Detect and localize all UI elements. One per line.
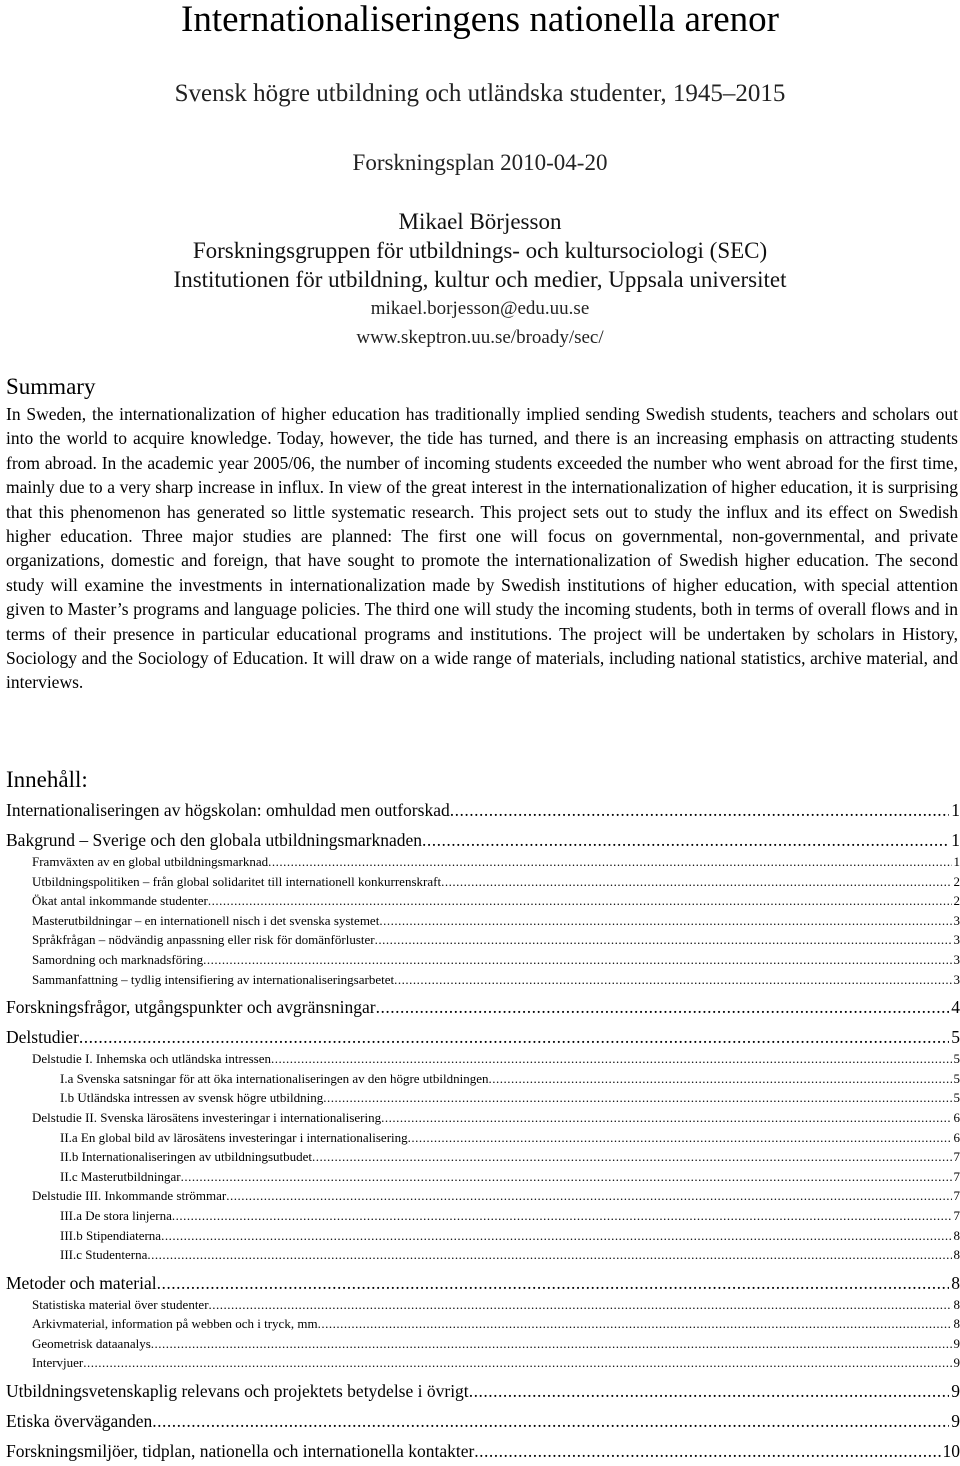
toc-entry[interactable]	[6, 854, 960, 874]
department: Institutionen för utbildning, kultur och medier, Uppsala universitet	[173, 267, 787, 292]
toc-entry-page: 10	[942, 1441, 960, 1462]
toc-entry-page: 3	[953, 951, 960, 967]
toc-entry[interactable]	[6, 952, 960, 972]
toc-dot-leader	[79, 1027, 949, 1048]
summary-heading: Summary	[6, 374, 96, 399]
toc-entry-label: Delstudie I. Inhemska och utländska intressen	[32, 1051, 271, 1067]
toc-entry-page: 5	[953, 1090, 960, 1106]
toc-dot-leader	[318, 1316, 952, 1332]
toc-heading: Innehåll:	[6, 767, 88, 792]
toc-entry-page: 8	[953, 1227, 960, 1243]
toc-entry[interactable]	[6, 874, 960, 894]
toc-entry-page: 8	[953, 1296, 960, 1312]
toc-entry-label: Ökat antal inkommande studenter	[32, 893, 208, 909]
toc-entry-label: II.b Internationaliseringen av utbildningsutbudet	[60, 1149, 312, 1165]
toc-entry[interactable]	[6, 1110, 960, 1130]
toc-entry[interactable]	[6, 1090, 960, 1110]
toc-dot-leader	[208, 893, 952, 909]
toc-dot-leader	[450, 800, 950, 821]
summary-text: In Sweden, the internationalization of higher education has traditionally implied sending Swedish students, teachers and scholars out into the world to acquire knowledge. Today, however, the tide has turned, and there is an increasing emphasis on attracting students from abroad. In the academic year 2005/06, the number of incoming students exceeded the number who went abroad for the first time, mainly due to a very sharp increase in influx. In view of the great interest in the internationalization of higher education, it is surprising that this phenomenon has generated so little systematic research. This project sets out to study the influx and its effect on Swedish higher education. Three major studies are planned: The first one will focus on governmental, non-governmental, and private organizations, domestic and foreign, that have sought to promote the internationalization of Swedish higher education. The second study will examine the investments in internationalization made by Swedish institutions of higher education, with special attention given to Master’s programs and language policies. The third one will study the incoming students, both in terms of overall flows and in terms of their presence in particular educational programs and institutions. The project will be undertaken by scholars in History, Sociology and the Sociology of Education. It will draw on a wide range of materials, including national statistics, archive material, and interviews.	[6, 404, 958, 693]
toc-dot-leader	[474, 1441, 940, 1462]
toc-entry-page: 4	[951, 997, 960, 1018]
toc-entry-label: II.a En global bild av lärosätens investeringar i internationalisering	[60, 1129, 408, 1145]
document-title: Internationaliseringens nationella arenor	[181, 0, 779, 40]
toc-entry-page: 8	[953, 1316, 960, 1332]
toc-entry-label: Utbildningspolitiken – från global solidaritet till internationell konkurrenskraft	[32, 873, 442, 889]
toc-dot-leader	[312, 1149, 952, 1165]
toc-entry[interactable]	[6, 1071, 960, 1091]
toc-entry[interactable]	[6, 1208, 960, 1228]
toc-entry-label: Utbildningsvetenskaplig relevans och projektets betydelse i övrigt	[6, 1381, 469, 1402]
toc-entry-page: 7	[953, 1188, 960, 1204]
toc-dot-leader	[203, 952, 951, 968]
toc-entry-label: Forskningsmiljöer, tidplan, nationella och internationella kontakter	[6, 1441, 475, 1462]
toc-entry-label: Språkfrågan – nödvändig anpassning eller risk för domänförluster	[32, 932, 375, 948]
toc-entry-label: Internationaliseringen av högskolan: omhuldad men outforskad	[6, 800, 450, 820]
toc-dot-leader	[181, 1169, 952, 1185]
toc-entry-label: Etiska överväganden	[6, 1411, 153, 1432]
toc-entry-label: Sammanfattning – tydlig intensifiering av internationaliseringsarbetet	[32, 971, 395, 987]
toc-entry-label: Delstudie III. Inkommande strömmar	[32, 1188, 227, 1204]
document-subtitle: Svensk högre utbildning och utländska studenter, 1945–2015	[174, 80, 786, 107]
toc-entry[interactable]	[6, 1411, 960, 1435]
toc-entry-page: 5	[953, 1070, 960, 1086]
toc-entry-page: 3	[953, 932, 960, 948]
toc-dot-leader	[161, 1228, 951, 1244]
toc-dot-leader	[375, 932, 952, 948]
toc-entry-label: Intervjuer	[32, 1355, 84, 1371]
toc-entry[interactable]	[6, 830, 960, 854]
toc-dot-leader	[157, 1273, 950, 1294]
toc-entry-page: 3	[953, 971, 960, 987]
author-block	[0, 208, 960, 353]
toc-entry-label: III.b Stipendiaterna	[60, 1227, 162, 1243]
toc-dot-leader	[408, 1130, 952, 1146]
toc-entry-page: 1	[951, 800, 960, 820]
toc-entry[interactable]	[6, 1381, 960, 1405]
toc-entry-page: 9	[951, 1381, 960, 1402]
table-of-contents	[6, 800, 960, 1465]
toc-entry-label: Bakgrund – Sverige och den globala utbildningsmarknaden	[6, 830, 423, 850]
toc-dot-leader	[441, 874, 951, 890]
toc-entry[interactable]	[6, 1169, 960, 1189]
author-name: Mikael Börjesson	[398, 209, 562, 234]
toc-entry[interactable]	[6, 1188, 960, 1208]
toc-entry-page: 7	[953, 1168, 960, 1184]
toc-entry-label: Arkivmaterial, information på webben och i tryck, mm	[32, 1316, 318, 1332]
toc-entry-label: Statistiska material över studenter	[32, 1296, 209, 1312]
toc-entry-page: 9	[951, 1411, 960, 1432]
toc-entry-page: 1	[953, 854, 960, 869]
toc-entry[interactable]	[6, 1247, 960, 1267]
toc-entry-label: Delstudier	[6, 1027, 79, 1048]
toc-dot-leader	[394, 972, 951, 988]
toc-dot-leader	[209, 1297, 952, 1313]
toc-entry-label: I.b Utländska intressen av svensk högre utbildning	[60, 1090, 324, 1106]
toc-entry-page: 2	[953, 893, 960, 909]
toc-entry[interactable]	[6, 1316, 960, 1336]
toc-dot-leader	[323, 1090, 951, 1106]
toc-dot-leader	[83, 1355, 951, 1371]
toc-entry-page: 9	[953, 1355, 960, 1371]
document-date: Forskningsplan 2010-04-20	[352, 150, 608, 175]
toc-entry-page: 5	[951, 1027, 960, 1048]
toc-dot-leader	[226, 1188, 951, 1204]
website-link[interactable]: www.skeptron.uu.se/broady/sec/	[356, 327, 604, 348]
toc-entry-label: Delstudie II. Svenska lärosätens investeringar i internationalisering	[32, 1109, 382, 1125]
toc-entry-page: 2	[953, 873, 960, 889]
toc-entry-page: 3	[953, 912, 960, 928]
toc-dot-leader	[271, 1051, 952, 1067]
toc-dot-leader	[147, 1247, 951, 1263]
toc-entry[interactable]	[6, 1228, 960, 1248]
toc-entry-page: 1	[951, 830, 960, 850]
toc-dot-leader	[376, 997, 950, 1018]
toc-dot-leader	[379, 913, 951, 929]
research-group: Forskningsgruppen för utbildnings- och kultursociologi (SEC)	[192, 238, 768, 263]
toc-entry-label: Geometrisk dataanalys	[32, 1335, 151, 1351]
toc-entry-label: II.c Masterutbildningar	[60, 1168, 181, 1184]
author-email[interactable]: mikael.borjesson@edu.uu.se	[370, 298, 590, 319]
toc-dot-leader	[172, 1208, 952, 1224]
toc-entry[interactable]	[6, 972, 960, 992]
toc-entry-page: 6	[953, 1109, 960, 1125]
toc-entry-label: Forskningsfrågor, utgångspunkter och avgränsningar	[6, 997, 376, 1018]
toc-entry-page: 5	[953, 1051, 960, 1067]
toc-entry-page: 6	[953, 1129, 960, 1145]
toc-dot-leader	[422, 830, 949, 851]
toc-entry-page: 8	[951, 1272, 960, 1293]
toc-dot-leader	[381, 1110, 951, 1126]
toc-entry[interactable]	[6, 1051, 960, 1071]
toc-entry-label: III.c Studenterna	[60, 1247, 148, 1263]
toc-entry[interactable]	[6, 800, 960, 824]
toc-entry[interactable]	[6, 893, 960, 913]
toc-entry[interactable]	[6, 1130, 960, 1150]
toc-entry[interactable]	[6, 1355, 960, 1375]
toc-entry[interactable]	[6, 997, 960, 1021]
toc-entry[interactable]	[6, 1441, 960, 1465]
toc-entry-page: 7	[953, 1149, 960, 1165]
toc-entry[interactable]	[6, 1149, 960, 1169]
toc-entry-page: 8	[953, 1247, 960, 1263]
toc-entry-page: 7	[953, 1207, 960, 1223]
toc-entry[interactable]	[6, 1297, 960, 1317]
toc-entry-page: 9	[953, 1335, 960, 1351]
toc-entry-label: Masterutbildningar – en internationell nisch i det svenska systemet	[32, 912, 380, 928]
toc-entry-label: Framväxten av en global utbildningsmarknad	[32, 854, 269, 869]
toc-entry-label: Samordning och marknadsföring	[32, 951, 204, 967]
toc-entry[interactable]	[6, 1027, 960, 1051]
toc-dot-leader	[489, 1071, 952, 1087]
toc-dot-leader	[152, 1411, 949, 1432]
toc-entry[interactable]	[6, 932, 960, 952]
toc-dot-leader	[469, 1381, 950, 1402]
toc-entry-label: III.a De stora linjerna	[60, 1207, 172, 1223]
toc-entry-label: I.a Svenska satsningar för att öka internationaliseringen av den högre utbildningen	[60, 1070, 489, 1086]
toc-dot-leader	[268, 854, 951, 870]
toc-entry[interactable]	[6, 1336, 960, 1356]
toc-entry[interactable]	[6, 1273, 960, 1297]
toc-entry[interactable]	[6, 913, 960, 933]
toc-dot-leader	[151, 1336, 952, 1352]
toc-entry-label: Metoder och material	[6, 1272, 157, 1293]
